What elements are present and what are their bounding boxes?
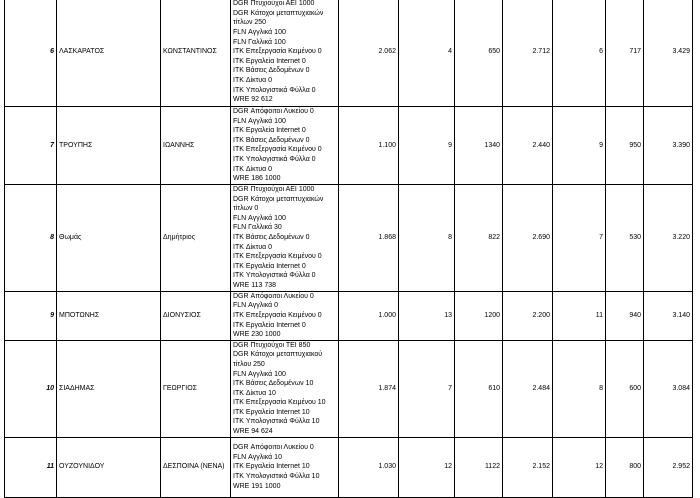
qualification-line: ITK Δίκτυα 0 — [233, 243, 273, 251]
table-row — [5, 184, 693, 291]
qualifications-cell — [231, 291, 339, 340]
qualification-line: ITK Εργαλεία Internet 0 — [233, 127, 306, 135]
qualification-line: ITK Δίκτυα 10 — [233, 389, 276, 397]
qualification-line: ITK Εργαλεία Internet 0 — [233, 321, 306, 329]
total-score-cell: 2.952 — [644, 437, 693, 497]
ranking-table — [4, 0, 693, 498]
qualification-line: ITK Επεξεργασία Κειμένου 0 — [233, 146, 322, 154]
qualification-line: ITK Υπολογιστικά Φύλλα 0 — [233, 155, 316, 163]
qualification-line: WRE 191 1000 — [233, 482, 281, 490]
qualification-line: ITK Εργαλεία Internet 0 — [233, 262, 306, 270]
rank-cell-2: 4 — [399, 0, 455, 107]
qualifications-cell — [231, 107, 339, 185]
firstname-cell: ΙΩΑΝΝΗΣ — [161, 107, 231, 185]
qualification-line: DGR Απόφοιτοι Λυκείου 0 — [233, 108, 314, 115]
surname-cell: Θωμάς — [57, 184, 161, 291]
qualifications-cell — [231, 340, 339, 437]
points-cell: 1122 — [455, 437, 503, 497]
subtotal-cell: 2.712 — [503, 0, 553, 107]
points-cell-2: 800 — [606, 437, 644, 497]
table-row — [5, 437, 693, 497]
firstname-cell: ΓΕΩΡΓΙΟΣ — [161, 340, 231, 437]
surname-cell: ΣΙΑΔΗΜΑΣ — [57, 340, 161, 437]
score-cell: 2.062 — [339, 0, 399, 107]
qualification-line: ITK Επεξεργασία Κειμένου 0 — [233, 311, 322, 319]
firstname-cell: ΔΕΣΠΟΙΝΑ (ΝΕΝΑ) — [161, 437, 231, 497]
qualifications-cell — [231, 437, 339, 497]
qualification-line: WRE 94 624 — [233, 428, 273, 436]
points-cell: 610 — [455, 340, 503, 437]
qualification-line: DGR Πτυχιούχοι ΤΕΙ 850 — [233, 341, 311, 349]
points-cell-2: 717 — [606, 0, 644, 107]
qualification-line: ITK Βάσεις Δεδομένων 0 — [233, 67, 310, 75]
qualification-line: DGR Κάτοχοι μεταπτυχιακών — [233, 195, 324, 203]
qualification-line: ITK Βάσεις Δεδομένων 10 — [233, 380, 314, 388]
qualification-line: ITK Εργαλεία Internet 0 — [233, 57, 306, 65]
rank-cell-3: 6 — [553, 0, 606, 107]
qualification-line: ITK Επεξεργασία Κειμένου 10 — [233, 399, 326, 407]
score-cell: 1.874 — [339, 340, 399, 437]
qualification-line: ITK Επεξεργασία Κειμένου 0 — [233, 253, 322, 261]
qualification-line: ITK Υπολογιστικά Φύλλα 0 — [233, 86, 316, 94]
rank-cell-3: 11 — [553, 291, 606, 340]
rank-cell-2: 12 — [399, 437, 455, 497]
points-cell: 1200 — [455, 291, 503, 340]
subtotal-cell: 2.440 — [503, 107, 553, 185]
qualification-line: DGR Πτυχιούχοι ΑΕΙ 1000 — [233, 185, 315, 193]
points-cell: 1340 — [455, 107, 503, 185]
table-row — [5, 340, 693, 437]
qualification-line: FLN Αγγλικά 10 — [233, 453, 282, 461]
firstname-cell: ΔΙΟΝΥΣΙΟΣ — [161, 291, 231, 340]
subtotal-cell: 2.152 — [503, 437, 553, 497]
rank-cell-2: 13 — [399, 291, 455, 340]
qualification-line: ITK Υπολογιστικά Φύλλα 10 — [233, 472, 320, 480]
qualification-line: ITK Υπολογιστικά Φύλλα 10 — [233, 418, 320, 426]
total-score-cell: 3.429 — [644, 0, 693, 107]
qualification-line: WRE 92 612 — [233, 96, 273, 104]
qualifications-cell — [231, 0, 339, 107]
table-row — [5, 107, 693, 185]
points-cell-2: 530 — [606, 184, 644, 291]
qualification-line: τίτλων 0 — [233, 205, 259, 213]
rank-cell: 7 — [5, 107, 57, 185]
qualification-line: FLN Αγγλικά 0 — [233, 302, 279, 310]
points-cell-2: 940 — [606, 291, 644, 340]
rank-cell: 11 — [5, 437, 57, 497]
table-body — [5, 0, 693, 497]
subtotal-cell: 2.200 — [503, 291, 553, 340]
surname-cell: ΟΥΖΟΥΝΙΔΟΥ — [57, 437, 161, 497]
rank-cell: 9 — [5, 291, 57, 340]
surname-cell: ΛΑΣΚΑΡΑΤΟΣ — [57, 0, 161, 107]
qualification-line: τίτλων 250 — [233, 19, 267, 27]
table-row — [5, 291, 693, 340]
points-cell-2: 600 — [606, 340, 644, 437]
rank-cell: 8 — [5, 184, 57, 291]
qualification-line: DGR Πτυχιούχοι ΑΕΙ 1000 — [233, 0, 315, 8]
score-cell: 1.868 — [339, 184, 399, 291]
qualification-line: FLN Γαλλικά 100 — [233, 38, 286, 46]
surname-cell: ΤΡΟΥΠΗΣ — [57, 107, 161, 185]
qualification-line: ITK Δίκτυα 0 — [233, 76, 273, 84]
rank-cell-3: 12 — [553, 437, 606, 497]
points-cell: 650 — [455, 0, 503, 107]
points-cell-2: 950 — [606, 107, 644, 185]
qualification-line: ITK Βάσεις Δεδομένων 0 — [233, 233, 310, 241]
qualification-line: WRE 230 1000 — [233, 331, 281, 339]
qualification-line: ITK Βάσεις Δεδομένων 0 — [233, 136, 310, 144]
qualification-line: DGR Κάτοχοι μεταπτυχιακών — [233, 9, 324, 17]
qualification-line: DGR Απόφοιτοι Λυκείου 0 — [233, 444, 314, 452]
rank-cell-2: 7 — [399, 340, 455, 437]
qualification-line: DGR Απόφοιτοι Λυκείου 0 — [233, 292, 314, 300]
total-score-cell: 3.390 — [644, 107, 693, 185]
qualification-line: FLN Γαλλικά 30 — [233, 224, 282, 232]
score-cell: 1.100 — [339, 107, 399, 185]
firstname-cell: Δημήτριος — [161, 184, 231, 291]
qualification-line: ITK Εργαλεία Internet 10 — [233, 463, 310, 471]
qualification-line: τίτλου 250 — [233, 360, 265, 368]
total-score-cell: 3.140 — [644, 291, 693, 340]
qualification-line: WRE 186 1000 — [233, 175, 281, 183]
rank-cell-3: 9 — [553, 107, 606, 185]
surname-cell: ΜΠΟΤΩΝΗΣ — [57, 291, 161, 340]
qualification-line: ITK Δίκτυα 0 — [233, 165, 273, 173]
qualification-line: WRE 113 738 — [233, 281, 277, 289]
qualification-line: ITK Επεξεργασία Κειμένου 0 — [233, 48, 322, 56]
rank-cell-3: 8 — [553, 340, 606, 437]
qualification-line: ITK Εργαλεία Internet 10 — [233, 408, 310, 416]
firstname-cell: ΚΩΝΣΤΑΝΤΙΝΟΣ — [161, 0, 231, 107]
rank-cell: 10 — [5, 340, 57, 437]
total-score-cell: 3.084 — [644, 340, 693, 437]
qualification-line: FLN Αγγλικά 100 — [233, 370, 286, 378]
qualification-line: DGR Κάτοχοι μεταπτυχιακού — [233, 351, 323, 359]
score-cell: 1.030 — [339, 437, 399, 497]
rank-cell: 6 — [5, 0, 57, 107]
table-row — [5, 0, 693, 107]
score-cell: 1.000 — [339, 291, 399, 340]
total-score-cell: 3.220 — [644, 184, 693, 291]
qualification-line: FLN Αγγλικά 100 — [233, 214, 286, 222]
rank-cell-2: 9 — [399, 107, 455, 185]
rank-cell-3: 7 — [553, 184, 606, 291]
qualification-line: ITK Υπολογιστικά Φύλλα 0 — [233, 272, 316, 280]
subtotal-cell: 2.484 — [503, 340, 553, 437]
qualification-line: FLN Αγγλικά 100 — [233, 29, 286, 37]
subtotal-cell: 2.690 — [503, 184, 553, 291]
rank-cell-2: 8 — [399, 184, 455, 291]
points-cell: 822 — [455, 184, 503, 291]
qualification-line: FLN Αγγλικά 100 — [233, 117, 286, 125]
qualifications-cell — [231, 184, 339, 291]
